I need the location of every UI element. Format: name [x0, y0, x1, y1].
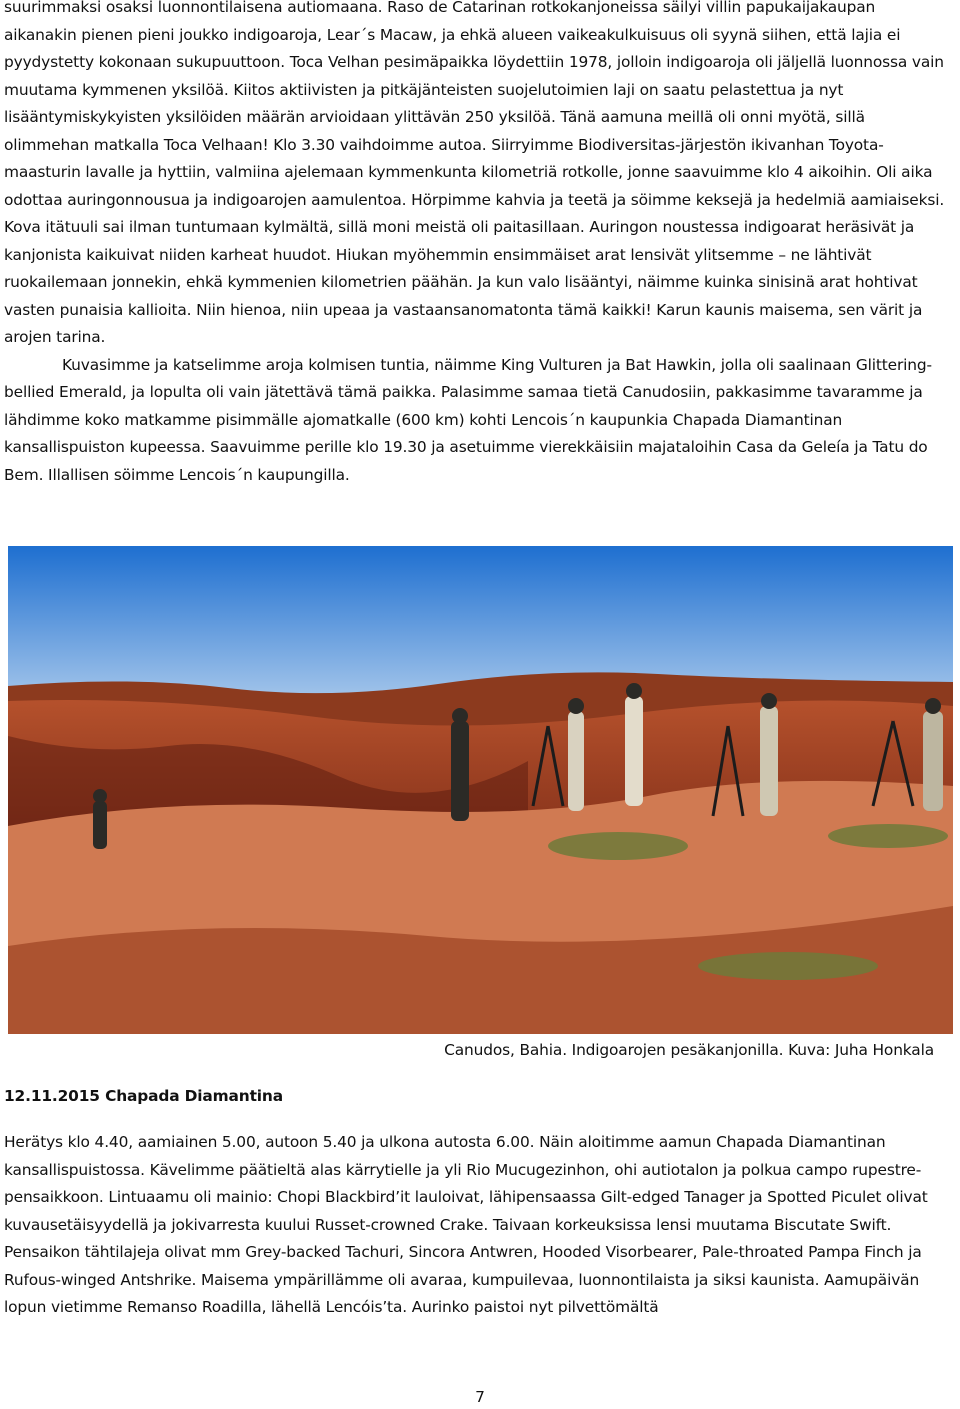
article-text-top	[4, 0, 952, 489]
canyon-photo	[8, 546, 953, 1034]
paragraph: Herätys klo 4.40, aamiainen 5.00, autoon 5.40 ja ulkona autosta 6.00. Näin aloitimme aamun Chapada Diamantinan kansallispuistossa. Kävelimme päätieltä alas kärrytielle ja yli Rio Mucugezinhon, ohi autiotalon ja polkua campo rupestre-pensaikkoon. Lintuaamu oli mainio: Chopi Blackbird’it lauloivat, lähipensaassa Gilt-edged Tanager ja Spotted Piculet olivat kuvausetäisyydellä ja jokivarresta kuului Russet-crowned Crake. Taivaan korkeuksissa lensi muutama Biscutate Swift. Pensaikon tähtilajeja olivat mm Grey-backed Tachuri, Sincora Antwren, Hooded Visorbearer, Pale-throated Pampa Finch ja Rufous-winged Antshrike. Maisema ympärillämme oli avaraa, kumpuilevaa, luonnontilaista ja siksi kaunista. Aamupäivän lopun vietimme Remanso Roadilla, lähellä Lencóis’ta. Aurinko paistoi nyt pilvettömältä	[4, 1133, 928, 1316]
paragraph: Kuvasimme ja katselimme aroja kolmisen tuntia, näimme King Vulturen ja Bat Hawkin, jolla oli saalinaan Glittering-bellied Emerald, ja lopulta oli vain jätettävä tämä paikka. Palasimme samaa tietä Canudosiin, pakkasimme tavaramme ja lähdimme koko matkamme pisimmälle ajomatkalle (600 km) kohti Lencois´n kaupunkia Chapada Diamantinan kansallispuiston kupeessa. Saavuimme perille klo 19.30 ja asetuimme vierekkäisiin majataloihin Casa da Geleía ja Tatu do Bem. Illallisen söimme Lencois´n kaupungilla.	[4, 355, 932, 484]
paragraph: suurimmaksi osaksi luonnontilaisena autiomaana. Raso de Catarinan rotkokanjoneissa säilyi villin papukaijakaupan aikanakin pienen pieni joukko indigoaroja, Lear´s Macaw, ja ehkä alueen vaikeakulkuisuus oli syynä siihen, että lajia ei pyydystetty kokonaan sukupuuttoon. Toca Velhan pesimäpaikka löydettiin 1978, jolloin indigoaroja oli jäljellä luonnossa vain muutama kymmenen yksilöä. Kiitos aktiivisten ja pitkäjänteisten suojelutoimien laji on saatu pelastettua ja nyt lisääntymiskykyisten yksilöiden määrän arvioidaan ylittävän 250 yksilöä. Tänä aamuna meillä oli onni myötä, sillä olimmehan matkalla Toca Velhaan! Klo 3.30 vaihdoimme autoa. Siirryimme Biodiversitas-järjestön ikivanhan Toyota-maasturin lavalle ja hyttiin, valmiina ajelemaan kymmenkunta kilometriä rotkolle, jonne saavuimme klo 4 aikoihin. Oli aika odottaa auringonnousua ja indigoarojen aamulentoa. Hörpimme kahvia ja teetä ja söimme keksejä ja hedelmiä aamiaiseksi. Kova itätuuli sai ilman tuntumaan kylmältä, sillä moni meistä oli paitasillaan. Auringon noustessa indigoarat heräsivät ja kanjonista kaikuivat niiden karheat huudot. Hiukan myöhemmin ensimmäiset arat lensivät ylitsemme – ne lähtivät ruokailemaan jonnekin, ehkä kymmenien kilometrien päähän. Ja kun valo lisääntyi, näimme kuinka sinisinä arat hohtivat vasten punaisia kallioita. Niin hienoa, niin upeaa ja vastaansanomatonta tämä kaikki! Karun kaunis maisema, sen värit ja arojen tarina.	[4, 0, 945, 346]
section-heading: 12.11.2015 Chapada Diamantina	[4, 1087, 283, 1105]
page-number: 7	[475, 1388, 485, 1406]
photo-caption: Canudos, Bahia. Indigoarojen pesäkanjonilla. Kuva: Juha Honkala	[444, 1041, 934, 1059]
article-text-bottom	[4, 1129, 952, 1322]
